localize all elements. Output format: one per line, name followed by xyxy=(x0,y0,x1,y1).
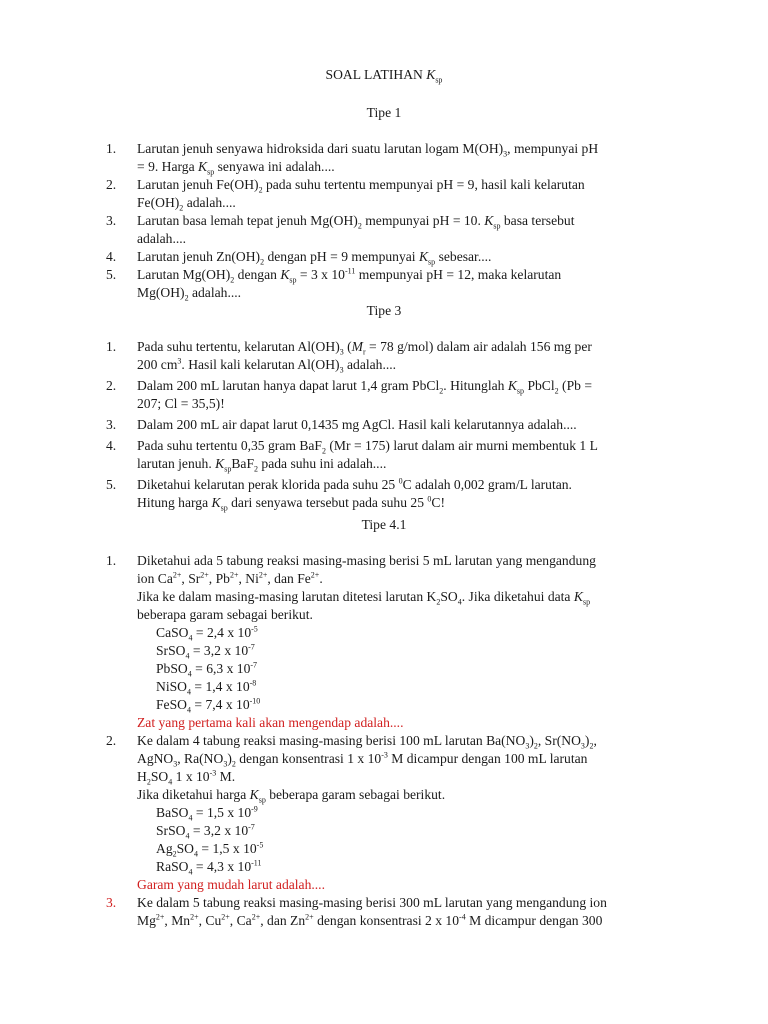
document-title: SOAL LATIHAN $K_{sp}$ xyxy=(325,67,443,85)
list-item: 3. Dalam 200 mL air dapat larut 0,1435 mg AgCl. Hasil kali kelarutannya adalah.... xyxy=(106,417,577,432)
section-heading-tipe-1: Tipe 1 xyxy=(366,105,402,120)
list-item: 3. Larutan basa lemah tepat jenuh $Mg(OH)_2$ mempunyai pH = 10. $K_{sp}$ basa tersebut adalah.... xyxy=(106,213,575,246)
tipe-4-1-question-list xyxy=(0,552,768,930)
list-item: 4. Larutan jenuh $Zn(OH)_2$ dengan pH = 9 mempunyai $K_{sp}$ sebesar.... xyxy=(106,249,492,267)
ksp-value-line: $Ag_2SO_4 = 1,5$ x $10^{-5}$ xyxy=(156,840,264,859)
ksp-value-line: NiSO$_4$ = 1,4 x $10^{-8}$ xyxy=(156,678,257,697)
list-item: 2. Ke dalam 4 tabung reaksi masing-masing berisi 100 mL larutan $Ba(NO_3)_2$, $Sr(NO_3)_2$, AgNO$_3$, $Ra(NO_3)_2$ dengan konsentrasi 1 x $10^{-3}$ M dicampur dengan 100 mL larutan $H_2SO_4$ 1 x $10^{-3}$ M. Jika diketahui harga $K_{sp}$ beberapa garam sebagai berikut. BaSO$_4$ = 1,5 x $10^{-9}$ SrSO$_4$ = 3,2 x $10^{-7}$ $Ag_2SO_4 = 1,5$ x $10^{-5}$ RaSO$_4$ = 4,3 x $10^{-11}$ Garam yang mudah larut adalah.... xyxy=(0,732,655,894)
list-item: 1. Diketahui ada 5 tabung reaksi masing-masing berisi 5 mL larutan yang mengandung ion $Ca^{2+}$, $Sr^{2+}$, $Pb^{2+}$, $Ni^{2+}$, dan $Fe^{2+}$. Jika ke dalam masing-masing larutan ditetesi larutan $K_2SO_4$. Jika diketahui data $K_{sp}$ beberapa garam sebagai berikut. CaSO$_4$ = 2,4 x $10^{-5}$ SrSO$_4$ = 3,2 x $10^{-7}$ PbSO$_4$ = 6,3 x $10^{-7}$ NiSO$_4$ = 1,4 x $10^{-8}$ FeSO$_4$ = 7,4 x $10^{-10}$ Zat yang pertama kali akan mengendap adalah.... xyxy=(0,552,655,732)
question-prompt-red: Garam yang mudah larut adalah.... xyxy=(137,877,325,892)
ksp-value-line: SrSO$_4$ = 3,2 x $10^{-7}$ xyxy=(156,642,255,661)
list-item: 3. Ke dalam 5 tabung reaksi masing-masing berisi 300 mL larutan yang mengandung ion $Mg^{2+}$, $Mn^{2+}$, $Cu^{2+}$, $Ca^{2+}$, dan $Zn^{2+}$ dengan konsentrasi 2 x $10^{-4}$ M dicampur dengan 300 xyxy=(106,895,607,928)
list-item: 2. Dalam 200 mL larutan hanya dapat larut 1,4 gram PbCl$_2$. Hitunglah $K_{sp}$ PbCl$_2$ (Pb = 207; Cl = 35,5)! xyxy=(106,378,593,411)
ksp-value-line: SrSO$_4$ = 3,2 x $10^{-7}$ xyxy=(156,822,255,841)
ksp-value-line: RaSO$_4$ = 4,3 x $10^{-11}$ xyxy=(156,858,262,877)
tipe-3-question-list xyxy=(0,338,768,512)
section-heading-tipe-4-1: Tipe 4.1 xyxy=(361,517,407,532)
section-heading-tipe-3: Tipe 3 xyxy=(366,303,402,318)
list-item: 5. Diketahui kelarutan perak klorida pada suhu 25 $^0$C adalah 0,002 gram/L larutan. Hitung harga $K_{sp}$ dari senyawa tersebut pada suhu 25 $^0$C! xyxy=(106,476,572,513)
question-prompt-red: Zat yang pertama kali akan mengendap adalah.... xyxy=(137,715,404,730)
list-item: 2. Larutan jenuh $Fe(OH)_2$ pada suhu tertentu mempunyai pH = 9, hasil kali kelarutan $Fe(OH)_2$ adalah.... xyxy=(106,177,585,213)
ksp-value-line: PbSO$_4$ = 6,3 x $10^{-7}$ xyxy=(156,660,258,679)
list-item: 4. Pada suhu tertentu 0,35 gram BaF$_2$ (Mr = 175) larut dalam air murni membentuk 1 L larutan jenuh. $K_{sp}BaF_2$ pada suhu ini adalah.... xyxy=(106,438,598,474)
ksp-value-line: FeSO$_4$ = 7,4 x $10^{-10}$ xyxy=(156,696,261,715)
ksp-value-line: BaSO$_4$ = 1,5 x $10^{-9}$ xyxy=(156,804,258,823)
list-item: 1. Pada suhu tertentu, kelarutan $Al(OH)_3$ ($M_r = 78$ g/mol) dalam air adalah 156 mg per 200 $cm^3$. Hasil kali kelarutan $Al(OH)_3$ adalah.... xyxy=(106,339,592,375)
tipe-1-question-list xyxy=(0,140,768,302)
list-item: 5. Larutan $Mg(OH)_2$ dengan $K_{sp} = 3$ x $10^{-11}$ mempunyai pH = 12, maka kelarutan $Mg(OH)_2$ adalah.... xyxy=(106,266,562,303)
ksp-value-line: CaSO$_4$ = 2,4 x $10^{-5}$ xyxy=(156,624,258,643)
list-item: 1. Larutan jenuh senyawa hidroksida dari suatu larutan logam $M(OH)_3$, mempunyai pH = 9. Harga $K_{sp}$ senyawa ini adalah.... xyxy=(106,141,599,177)
